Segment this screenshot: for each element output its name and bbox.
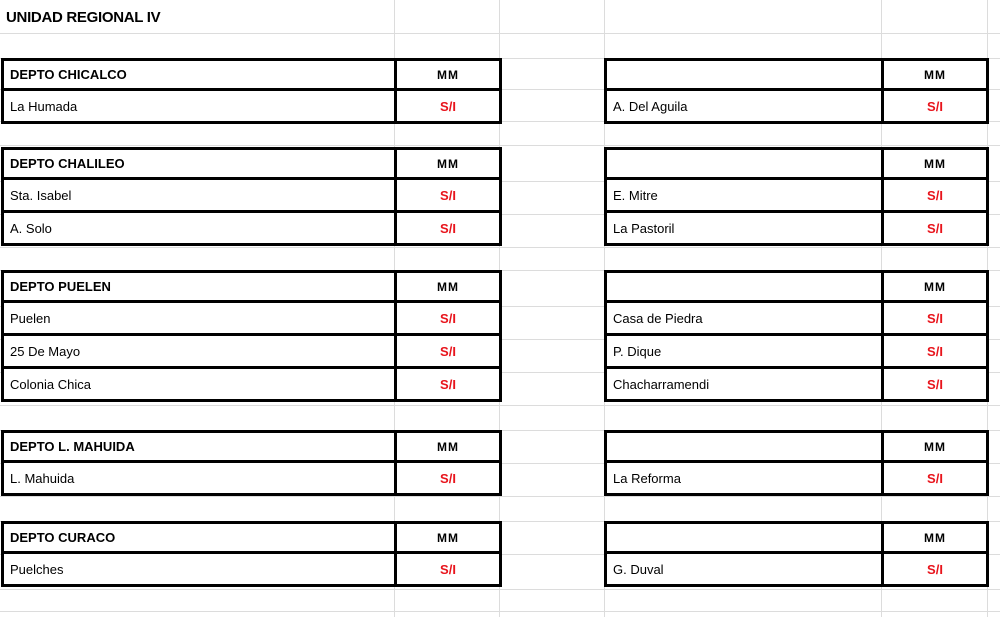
- table-row: [606, 462, 988, 495]
- depto-table-right: [604, 147, 989, 246]
- locality-name-cell[interactable]: Puelen: [3, 302, 396, 335]
- sheet-title: UNIDAD REGIONAL IV: [6, 9, 161, 26]
- mm-value-cell[interactable]: S/I: [396, 462, 501, 495]
- mm-value-cell[interactable]: S/I: [883, 90, 988, 123]
- mm-value-cell[interactable]: S/I: [396, 335, 501, 368]
- locality-name-cell[interactable]: 25 De Mayo: [3, 335, 396, 368]
- locality-name-cell[interactable]: La Pastoril: [606, 212, 883, 245]
- depto-name-header[interactable]: [606, 523, 883, 553]
- table-header-row: [606, 60, 988, 90]
- table-header-row: [606, 523, 988, 553]
- table-header-row: [606, 149, 988, 179]
- mm-column-header[interactable]: MM: [396, 149, 501, 179]
- mm-column-header[interactable]: MM: [883, 272, 988, 302]
- locality-name-cell[interactable]: Chacharramendi: [606, 368, 883, 401]
- depto-name-header[interactable]: DEPTO CHALILEO: [3, 149, 396, 179]
- depto-table-right: [604, 58, 989, 124]
- depto-name-header[interactable]: [606, 432, 883, 462]
- depto-name-header[interactable]: [606, 272, 883, 302]
- locality-name-cell[interactable]: La Reforma: [606, 462, 883, 495]
- mm-value-cell[interactable]: S/I: [883, 302, 988, 335]
- locality-name-cell[interactable]: L. Mahuida: [3, 462, 396, 495]
- mm-column-header[interactable]: MM: [396, 523, 501, 553]
- table-row: [3, 212, 501, 245]
- mm-column-header[interactable]: MM: [883, 432, 988, 462]
- mm-value-cell[interactable]: S/I: [883, 335, 988, 368]
- mm-value-cell[interactable]: S/I: [883, 368, 988, 401]
- mm-column-header[interactable]: MM: [396, 60, 501, 90]
- depto-name-header[interactable]: DEPTO CHICALCO: [3, 60, 396, 90]
- table-row: [3, 302, 501, 335]
- gridline-horizontal: [0, 589, 1000, 590]
- table-header-row: [606, 432, 988, 462]
- table-row: [3, 553, 501, 586]
- mm-value-cell[interactable]: S/I: [396, 302, 501, 335]
- table-row: [606, 553, 988, 586]
- locality-name-cell[interactable]: E. Mitre: [606, 179, 883, 212]
- table-header-row: [3, 149, 501, 179]
- depto-table-left: [1, 430, 502, 496]
- depto-table-left: [1, 270, 502, 402]
- locality-name-cell[interactable]: La Humada: [3, 90, 396, 123]
- gridline-horizontal: [0, 611, 1000, 612]
- mm-value-cell[interactable]: S/I: [396, 179, 501, 212]
- mm-value-cell[interactable]: S/I: [883, 179, 988, 212]
- gridline-horizontal: [0, 496, 1000, 497]
- mm-column-header[interactable]: MM: [883, 149, 988, 179]
- table-row: [606, 335, 988, 368]
- locality-name-cell[interactable]: Sta. Isabel: [3, 179, 396, 212]
- mm-column-header[interactable]: MM: [396, 272, 501, 302]
- mm-column-header[interactable]: MM: [396, 432, 501, 462]
- table-row: [3, 90, 501, 123]
- table-header-row: [3, 60, 501, 90]
- mm-value-cell[interactable]: S/I: [883, 212, 988, 245]
- depto-table-left: [1, 58, 502, 124]
- table-header-row: [606, 272, 988, 302]
- locality-name-cell[interactable]: Casa de Piedra: [606, 302, 883, 335]
- table-header-row: [3, 432, 501, 462]
- locality-name-cell[interactable]: Colonia Chica: [3, 368, 396, 401]
- table-header-row: [3, 523, 501, 553]
- depto-table-left: [1, 521, 502, 587]
- depto-table-right: [604, 270, 989, 402]
- table-row: [3, 462, 501, 495]
- locality-name-cell[interactable]: A. Solo: [3, 212, 396, 245]
- mm-value-cell[interactable]: S/I: [396, 368, 501, 401]
- mm-value-cell[interactable]: S/I: [396, 553, 501, 586]
- table-row: [606, 90, 988, 123]
- depto-name-header[interactable]: DEPTO L. MAHUIDA: [3, 432, 396, 462]
- depto-table-right: [604, 430, 989, 496]
- gridline-horizontal: [0, 405, 1000, 406]
- depto-name-header[interactable]: [606, 149, 883, 179]
- table-row: [606, 302, 988, 335]
- gridline-horizontal: [0, 33, 1000, 34]
- table-row: [606, 179, 988, 212]
- locality-name-cell[interactable]: A. Del Aguila: [606, 90, 883, 123]
- mm-value-cell[interactable]: S/I: [883, 553, 988, 586]
- table-row: [3, 335, 501, 368]
- table-row: [3, 179, 501, 212]
- depto-name-header[interactable]: DEPTO CURACO: [3, 523, 396, 553]
- gridline-horizontal: [0, 247, 1000, 248]
- mm-value-cell[interactable]: S/I: [396, 212, 501, 245]
- locality-name-cell[interactable]: G. Duval: [606, 553, 883, 586]
- table-row: [606, 212, 988, 245]
- table-header-row: [3, 272, 501, 302]
- depto-table-left: [1, 147, 502, 246]
- gridline-horizontal: [0, 145, 1000, 146]
- depto-name-header[interactable]: DEPTO PUELEN: [3, 272, 396, 302]
- mm-value-cell[interactable]: S/I: [883, 462, 988, 495]
- mm-value-cell[interactable]: S/I: [396, 90, 501, 123]
- table-row: [606, 368, 988, 401]
- table-row: [3, 368, 501, 401]
- depto-name-header[interactable]: [606, 60, 883, 90]
- locality-name-cell[interactable]: P. Dique: [606, 335, 883, 368]
- mm-column-header[interactable]: MM: [883, 60, 988, 90]
- depto-table-right: [604, 521, 989, 587]
- locality-name-cell[interactable]: Puelches: [3, 553, 396, 586]
- mm-column-header[interactable]: MM: [883, 523, 988, 553]
